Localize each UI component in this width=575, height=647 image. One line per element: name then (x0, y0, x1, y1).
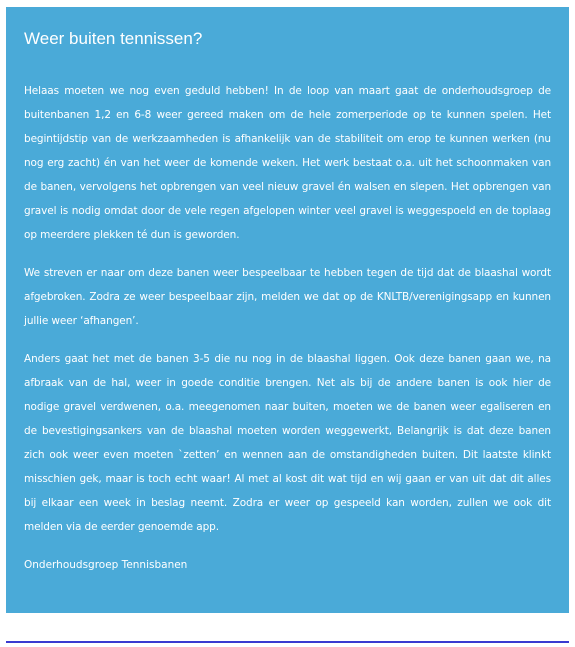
article-paragraph-2: We streven er naar om deze banen weer bespeelbaar te hebben tegen de tijd dat de blaashal wordt afgebroken. Zodra ze weer bespeelbaar zijn, melden we dat op de KNLTB/verenigingsapp en kunnen jullie weer ‘afhangen’. (24, 267, 551, 327)
article-paragraph-1: Helaas moeten we nog even geduld hebben! In de loop van maart gaat de onderhoudsgroep de buitenbanen 1,2 en 6-8 weer gereed maken om de hele zomerperiode op te kunnen spelen. Het begintijdstip van de werkzaamheden is afhankelijk van de stabiliteit om erop te kunnen werken (nu nog erg zacht) én van het weer de komende weken. Het werk bestaat o.a. uit het schoonmaken van de banen, vervolgens het opbrengen van veel nieuw gravel én walsen en slepen. Het opbrengen van gravel is nodig omdat door de vele regen afgelopen winter veel gravel is weggespoeld en de toplaag op meerdere plekken té dun is geworden. (24, 85, 551, 241)
article-paragraph-3: Anders gaat het met de banen 3-5 die nu nog in de blaashal liggen. Ook deze banen gaan we, na afbraak van de hal, weer in goede conditie brengen. Net als bij de andere banen is ook hier de nodige gravel verdwenen, o.a. meegenomen naar buiten, moeten we de banen weer egaliseren en de bevestigingsankers van de blaashal moeten worden weggewerkt, Belangrijk is dat deze banen zich ook weer even moeten `zetten’ en wennen aan de omstandigheden buiten. Dit laatste klinkt misschien gek, maar is toch echt waar! Al met al kost dit wat tijd en wij gaan er van uit dat dit alles bij elkaar een week in beslag neemt. Zodra er weer op gespeeld kan worden, zullen we ook dit melden via de eerder genoemde app. (24, 353, 551, 533)
article-card (6, 7, 569, 613)
section-divider (6, 641, 569, 643)
article-signature: Onderhoudsgroep Tennisbanen (24, 559, 188, 571)
article-title: Weer buiten tennissen? (24, 29, 203, 48)
